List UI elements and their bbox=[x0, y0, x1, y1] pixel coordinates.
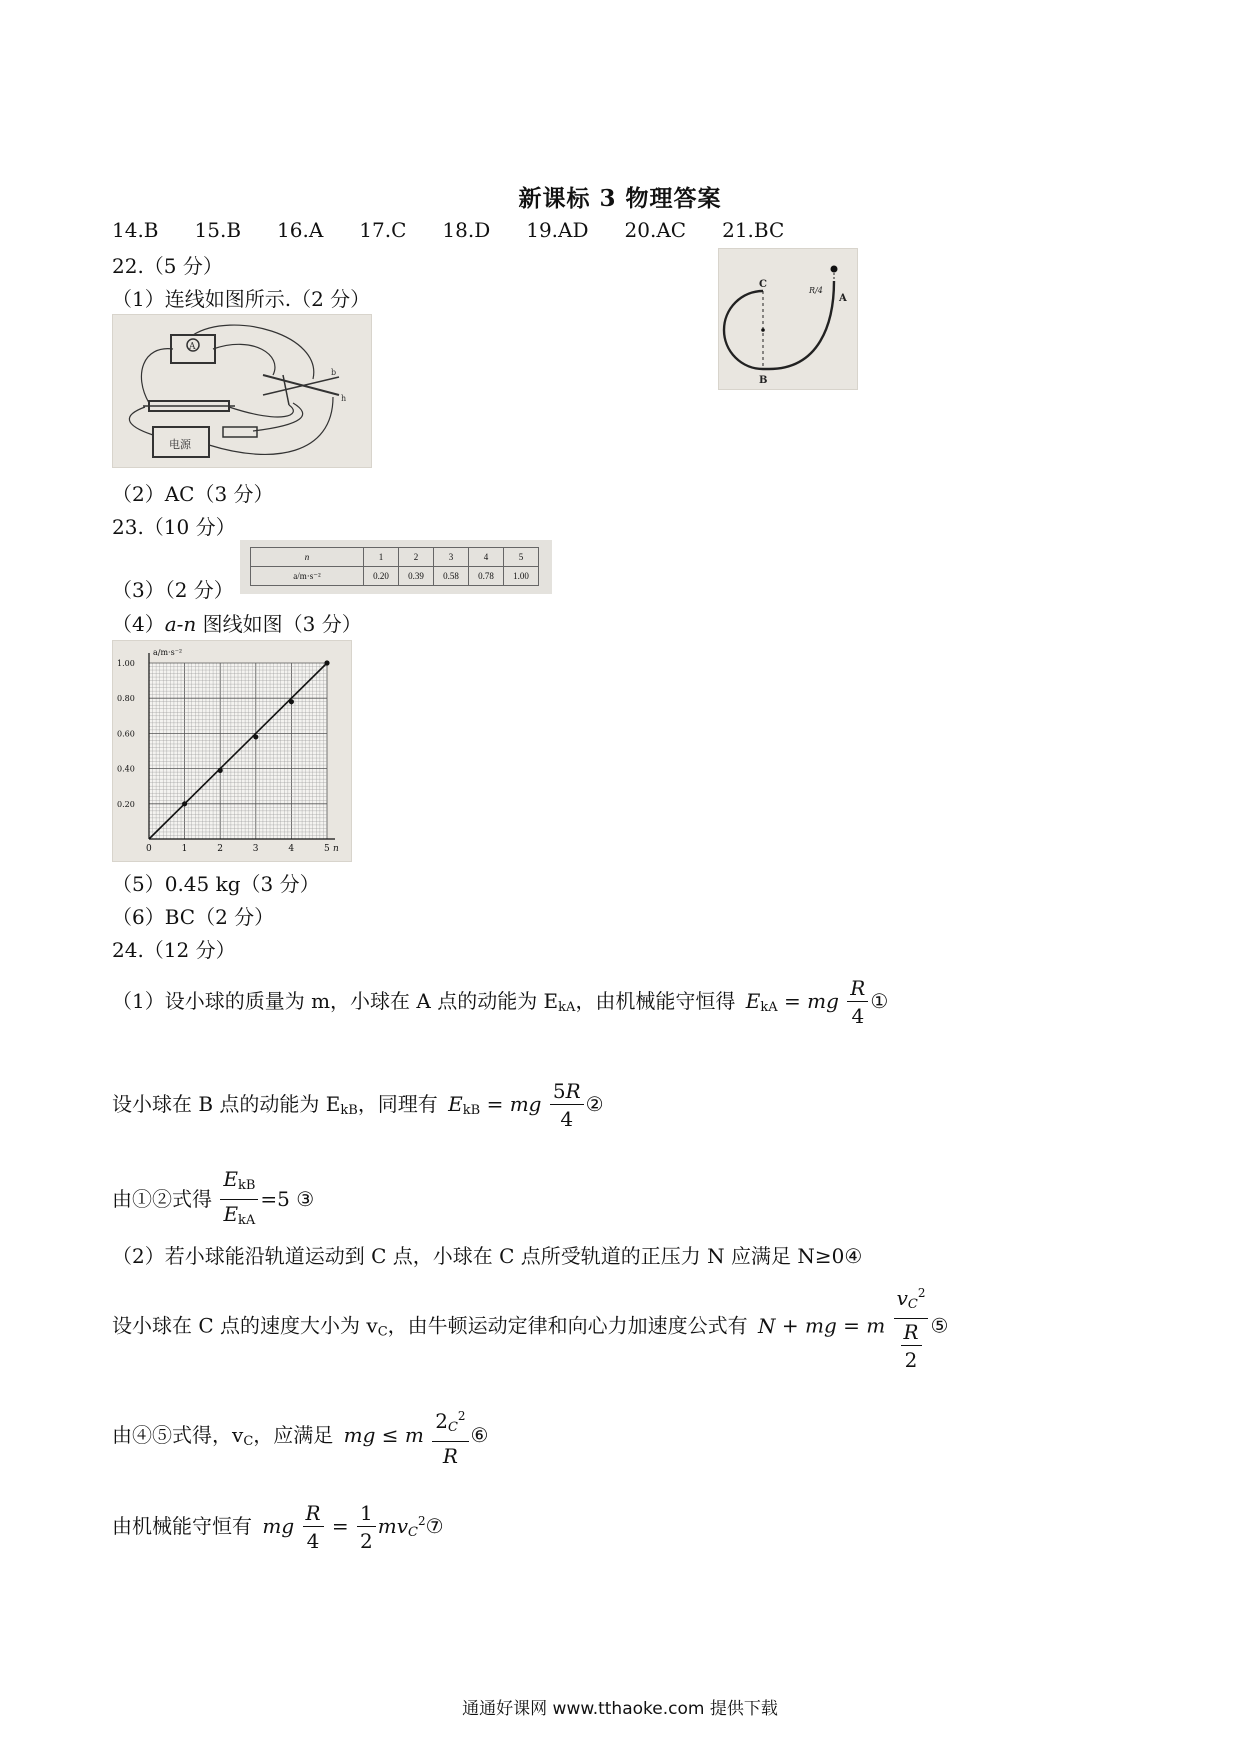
x-axis-label: n bbox=[333, 844, 339, 854]
q23-part6: （6）BC（2 分） bbox=[112, 905, 275, 929]
table-cell: 3 bbox=[434, 548, 469, 567]
y-axis-label: a/m·s⁻² bbox=[153, 648, 183, 657]
mc-answer: 15.B bbox=[194, 218, 242, 242]
table-cell: 4 bbox=[469, 548, 504, 567]
q24-eq1-line: （1）设小球的质量为 m，小球在 A 点的动能为 $E_{kA}$，由机械能守恒得 $E_{kA}$ = mg $\frac{R}{4}$ ① bbox=[112, 976, 889, 1028]
data-point bbox=[324, 660, 329, 665]
x-tick-label: 5 bbox=[324, 844, 330, 854]
fraction-vc2-over-R2: $\frac{v_C^2}{\frac{R}{2}}$ bbox=[894, 1280, 929, 1374]
table-cell: 0.39 bbox=[399, 567, 434, 586]
data-point bbox=[289, 699, 294, 704]
fraction-R-over-4: $\frac{R}{4}$ bbox=[847, 975, 868, 1030]
x-tick-label: 3 bbox=[252, 844, 259, 854]
mc-answers-row bbox=[112, 218, 820, 242]
q24-eq6-line: 由④⑤式得，$v_C$，应满足 mg ≤ m $\frac{2_C^2}{R}$ ⑥ bbox=[112, 1403, 488, 1470]
ammeter-label: A bbox=[189, 342, 196, 352]
q24-eq5-line: 设小球在 C 点的速度大小为 $v_C$，由牛顿运动定律和向心力加速度公式有 N + mg = m $\frac{v_C^2}{\frac{R}{2}}$ ⑤ bbox=[112, 1280, 948, 1374]
fraction-EkB-over-EkA: $\frac{E_{kB}}{E_{kA}}$ bbox=[220, 1166, 258, 1235]
q24-eq2-line: 设小球在 B 点的动能为 $E_{kB}$，同理有 $E_{kB}$ = mg $\frac{5R}{4}$ ② bbox=[112, 1079, 604, 1131]
mc-answer: 20.AC bbox=[624, 218, 687, 242]
label-C: C bbox=[759, 279, 767, 290]
mc-answer: 21.BC bbox=[722, 218, 785, 242]
mc-answer: 14.B bbox=[112, 218, 159, 242]
circuit-diagram bbox=[113, 315, 371, 467]
table-cell: 5 bbox=[504, 548, 539, 567]
y-tick-label: 0.20 bbox=[117, 799, 135, 809]
q22-heading: 22.（5 分） bbox=[112, 254, 223, 278]
label-B: B bbox=[759, 375, 768, 386]
a-n-chart bbox=[113, 641, 351, 861]
fraction-R-over-4: $\frac{R}{4}$ bbox=[303, 1500, 324, 1555]
q24-heading: 24.（12 分） bbox=[112, 938, 236, 962]
table-cell: a/m·s⁻² bbox=[251, 567, 364, 586]
fraction-5R-over-4: $\frac{5R}{4}$ bbox=[550, 1078, 584, 1133]
mc-answer: 19.AD bbox=[526, 218, 589, 242]
a-n-chart-photo bbox=[112, 640, 352, 862]
q24-p4: （2）若小球能沿轨道运动到 C 点，小球在 C 点所受轨道的正压力 N 应满足 N≥0④ bbox=[112, 1244, 863, 1268]
data-point bbox=[218, 768, 223, 773]
x-tick-label: 1 bbox=[181, 844, 188, 854]
q23-part4: （4）a-n 图线如图（3 分） bbox=[112, 612, 362, 636]
label-b: b bbox=[331, 368, 337, 377]
data-point bbox=[253, 734, 258, 739]
fraction-1-over-2: $\frac{1}{2}$ bbox=[357, 1500, 376, 1555]
data-table-photo bbox=[240, 540, 552, 594]
label-h: h bbox=[341, 394, 347, 403]
table-cell: 0.58 bbox=[434, 567, 469, 586]
q22-part1: （1）连线如图所示.（2 分） bbox=[112, 287, 371, 311]
x-tick-label: 4 bbox=[288, 844, 295, 854]
y-tick-label: 1.00 bbox=[117, 659, 135, 668]
x-tick-label: 0 bbox=[146, 844, 152, 854]
q23-part3: （3）（2 分） bbox=[112, 578, 234, 602]
page-title: 新课标 3 物理答案 bbox=[518, 185, 722, 212]
power-label: 电源 bbox=[169, 438, 191, 451]
y-tick-label: 0.40 bbox=[117, 764, 135, 774]
q23-heading: 23.（10 分） bbox=[112, 515, 236, 539]
table-cell: 1.00 bbox=[504, 567, 539, 586]
table-cell: 2 bbox=[399, 548, 434, 567]
table-cell: 1 bbox=[364, 548, 399, 567]
table-cell: n bbox=[251, 548, 364, 567]
table-cell: 0.20 bbox=[364, 567, 399, 586]
q24-eq3-line: 由①②式得 $\frac{E_{kB}}{E_{kA}}$ =5 ③ bbox=[112, 1166, 314, 1235]
label-A: A bbox=[839, 293, 847, 304]
x-tick-label: 2 bbox=[217, 844, 223, 854]
table-row bbox=[251, 548, 539, 567]
data-table bbox=[250, 547, 539, 586]
label-R4: R/4 bbox=[809, 286, 823, 295]
y-tick-label: 0.60 bbox=[117, 729, 135, 739]
q24-eq7-line: 由机械能守恒有 mg $\frac{R}{4}$ = $\frac{1}{2}$ $mv_C^2⑦$ bbox=[112, 1501, 444, 1553]
mc-answer: 16.A bbox=[277, 218, 324, 242]
table-row bbox=[251, 567, 539, 586]
q22-part2: （2）AC（3 分） bbox=[112, 482, 274, 506]
footer-credit: 通通好课网 www.tthaoke.com 提供下载 bbox=[462, 1699, 778, 1719]
data-point bbox=[182, 801, 187, 806]
mc-answer: 17.C bbox=[359, 218, 407, 242]
table-cell: 0.78 bbox=[469, 567, 504, 586]
circuit-photo bbox=[112, 314, 372, 468]
q23-part5: （5）0.45 kg（3 分） bbox=[112, 872, 320, 896]
mc-answer: 18.D bbox=[442, 218, 491, 242]
fraction-2c2-over-R: $\frac{2_C^2}{R}$ bbox=[432, 1403, 468, 1470]
y-tick-label: 0.80 bbox=[117, 694, 135, 704]
track-photo bbox=[718, 248, 858, 390]
track-diagram bbox=[719, 249, 857, 389]
